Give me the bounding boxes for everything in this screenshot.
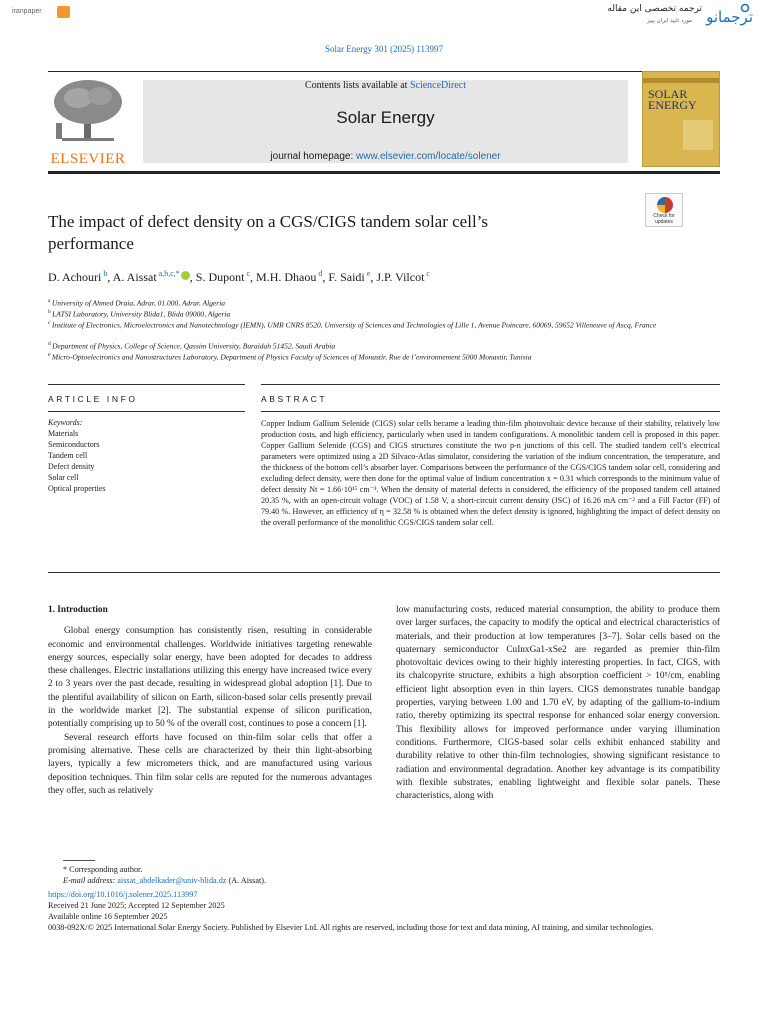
iranpaper-icon: [57, 6, 70, 18]
footnote-rule: [63, 860, 95, 861]
author-list: D. Achouri $^b$, A. Aissat $^{a,b,c,*}$ , S. Dupont $^c$, M.H. Dhaou $^d$, F. Saidi $^e$, J.P. Vilcot $^c$: [48, 269, 430, 284]
body-column-right: [396, 604, 720, 803]
author-name[interactable]: J.P. Vilcot: [376, 270, 425, 284]
article-title: The impact of defect density on a CGS/CIGS tandem solar cell’s performance: [48, 212, 489, 253]
header-rule-top: [48, 71, 720, 72]
doi-link[interactable]: https://doi.org/10.1016/j.solener.2025.113997: [48, 889, 198, 899]
affiliation-text: LATSI Laboratory, University Blida1, Blida 09000, Algeria: [52, 309, 231, 319]
iranpaper-logo: [12, 4, 72, 20]
author-affiliation-marker[interactable]: b: [101, 269, 108, 278]
paragraph: Global energy consumption has consistently risen, resulting in considerable economic and environmental challenges. Worldwide initiatives targeting renewable energy sources, especially solar energy, have been adopted for decades to address these challenges. Electric installations utilizing this energy have increased twice every 2 to 3 years over the past decade, resulting in widespread global adoption [1]. Due to the plentiful availability of silicon on Earth, silicon-based solar cells presently prevail in the worldwide market [2]. The substantial expense of silicon purification, potentially comprising up to 50 % of the overall cost, continues to pose a concern [1].: [48, 626, 372, 730]
email-line: [48, 875, 720, 886]
affiliation-text: Micro-Optoelectronics and Nanostructures Laboratory, Department of Physics Faculty of Sciences of Monastir, Rue de l’environnement 5000 Monastir, Tunisia: [51, 352, 532, 362]
affiliation-marker: c: [48, 320, 52, 326]
affiliation-text: Institute of Electronics, Microelectronics and Nanotechnology (IEMN), UMR CNRS 8520, University of Sciences and Technologies of Lille 1, Avenue Poincare, 60069, 59652 Villeneuve of Ascq, France: [51, 320, 657, 330]
abstract-rule-bottom: [48, 572, 720, 573]
info-rule-top: [48, 384, 245, 385]
email-suffix: (A. Aissat).: [228, 876, 267, 886]
citation-link[interactable]: Solar Energy 301 (2025) 113997: [325, 44, 443, 54]
abstract-rule-top: [261, 384, 720, 385]
author-affiliation-marker[interactable]: d: [316, 269, 323, 278]
affiliation-text: University of Ahmed Draia, Adrar, 01.000, Adrar, Algeria: [51, 298, 226, 308]
keyword: Materials: [48, 429, 79, 438]
keyword: Semiconductors: [48, 440, 100, 449]
author-affiliation-marker[interactable]: a,b,c,*: [156, 269, 180, 278]
corresponding-note: * Corresponding author.: [63, 865, 143, 874]
info-rule-mid: [48, 411, 245, 412]
journal-title: Solar Energy: [336, 108, 435, 127]
keywords-list: [48, 428, 238, 494]
body-column-left: [48, 604, 372, 798]
received-dates: Received 21 June 2025; Accepted 12 September 2025: [48, 900, 225, 910]
sciencedirect-link[interactable]: ScienceDirect: [409, 80, 467, 91]
author-name[interactable]: F. Saidi: [328, 270, 365, 284]
homepage-prefix: journal homepage:: [270, 151, 354, 162]
keyword: Tandem cell: [48, 451, 88, 460]
keyword: Solar cell: [48, 473, 79, 482]
header-rule-bottom: [48, 171, 720, 174]
cover-image: [683, 120, 713, 150]
tarjome-line2: مورد تایید ایران پیپر: [647, 18, 692, 24]
tarjome-logo-text: ترجمانو: [706, 8, 753, 26]
author-affiliation-marker[interactable]: c: [244, 269, 251, 278]
available-online: Available online 16 September 2025: [48, 912, 168, 922]
orcid-icon[interactable]: [181, 271, 190, 280]
author-name[interactable]: A. Aissat: [112, 270, 157, 284]
cover-title: [648, 89, 697, 111]
journal-homepage: [143, 151, 628, 162]
article-info-heading: ARTICLE INFO: [48, 394, 138, 404]
affiliation-marker: e: [48, 352, 52, 358]
check-for-updates-button[interactable]: [645, 193, 683, 227]
tarjome-line1: ترجمه تخصصی این مقاله: [607, 4, 702, 14]
elsevier-logo: [48, 78, 128, 168]
affiliation-text: Department of Physics, College of Science, Qassim University, Buraidah 51452, Saudi Arabia: [52, 341, 336, 351]
contents-prefix: Contents lists available at: [304, 80, 408, 91]
iranpaper-text: iranpaper: [12, 8, 42, 15]
contents-line: [143, 80, 628, 91]
abstract-rule-mid: [261, 411, 720, 412]
author-affiliation-marker[interactable]: e: [364, 269, 371, 278]
check-updates-label: Check for updates: [653, 213, 675, 225]
abstract-text: Copper Indium Gallium Selenide (CIGS) solar cells became a leading thin-film photovoltaic device because of their stability, relatively low production costs, and high efficiency, particularly when used in tandem configurations. A monolithic tandem cell is proposed in this paper. Copper Gallium Selenide (CGS) and CIGS structures constitute the two p-n junctions of this cell. The studied tandem cell’s electrical parameters were optimized using a 2D Silvaco-Atlas simulator, considering the variation of the indium concentration, the temperature, and the thickness of the bottom cell’s absorber layer. Comparisons between the performance of the CGS/CIGS tandem solar cell, considering and excluding defect density, were then done for the optimal value of Indium concentration x = 0.31 which corresponds to the minimum value of defect density Nt = 1.66·10¹⁵ cm⁻³. When the density of material defects is considered, the efficiency of the proposed tandem cell attained 20.35 %, with an open-circuit voltage (VOC) of 1.58 V, a short-circuit current density (JSC) of 16.26 mA cm⁻² and a Fill Factor (FF) of 79.40 %. However, an efficiency of η = 32.58 % is obtained when the defect density is ignored, highlighting the impact of defect density on the overall performance of the monolithic CGS/CIGS tandem solar cell.: [261, 419, 720, 527]
keyword: Optical properties: [48, 484, 106, 493]
affiliation-marker: b: [48, 309, 53, 315]
author-name[interactable]: D. Achouri: [48, 270, 102, 284]
section-heading: 1. Introduction: [48, 605, 108, 615]
author-name[interactable]: M.H. Dhaou: [256, 270, 317, 284]
affiliation: [48, 318, 668, 331]
paragraph: Several research efforts have focused on thin-film solar cells that offer a promising alternative. These cells are characterized by their thin light-absorbing layers, typically a few micrometers thick, and are manufactured using various deposition techniques. Thin film solar cells are reputed for the numerous advantages they offer, such as relatively: [48, 732, 372, 796]
cover-title-line1: SOLAR: [648, 87, 688, 101]
keyword: Defect density: [48, 462, 95, 471]
affiliation: [48, 350, 668, 363]
affiliation-marker: a: [48, 298, 52, 304]
affiliation-marker: d: [48, 341, 53, 347]
author-affiliation-marker[interactable]: c: [424, 269, 430, 278]
journal-cover[interactable]: [642, 71, 720, 167]
email-link[interactable]: aissat_abdelkader@univ-blida.dz: [117, 876, 227, 886]
cover-stripe: [643, 78, 719, 83]
citation-line: [0, 44, 768, 54]
homepage-link[interactable]: www.elsevier.com/locate/solener: [356, 151, 501, 162]
footnote-block: [48, 864, 720, 934]
tarjome-logo-icon: [704, 2, 754, 30]
tarjome-banner[interactable]: [607, 2, 754, 30]
author-name[interactable]: S. Dupont: [195, 270, 245, 284]
email-label: E-mail address:: [63, 876, 116, 886]
elsevier-tree-icon: [48, 78, 128, 148]
keywords-block: [48, 417, 238, 494]
abstract-heading: ABSTRACT: [261, 394, 328, 404]
keywords-label: Keywords:: [48, 418, 83, 427]
publisher-name: ELSEVIER: [50, 151, 126, 167]
copyright: 0038-092X/© 2025 International Solar Energy Society. Published by Elsevier Ltd. All rights are reserved, including those for text and data mining, AI training, and similar technologies.: [48, 923, 654, 933]
cover-title-line2: ENERGY: [648, 98, 697, 112]
paragraph: low manufacturing costs, reduced material consumption, the ability to produce them over larger surfaces, the capacity to modify the optical and electrical characteristics of materials, and their production at low temperatures [3–7]. Solar cells based on the quaternary semiconductor CuInxGa1-xSe2 are regarded as premier thin-film photovoltaic devices owing to their highly interesting properties. In fact, CIGS, with its chalcopyrite structure, exhibits a high absorption coefficient > 10⁵/cm, enabling efficient light absorption even in thin layers. CIGS demonstrates tunable bandgap properties, varying between 1.00 and 1.70 eV, by adapting of the gallium-to-indium ratio, thereby optimizing its spectral response for enhanced solar energy conversion. This flexibility allows for improved performance under varying illumination conditions. Furthermore, CIGS-based solar cells exhibit enhanced stability and durability relative to other thin-film technologies, showing significant resistance to radiation and environmental degradation. Another key advantage is its compatibility with flexible substrates, enabling lightweight and flexible solar panels. These characteristics, along with: [396, 605, 720, 802]
check-updates-icon: [657, 197, 673, 213]
